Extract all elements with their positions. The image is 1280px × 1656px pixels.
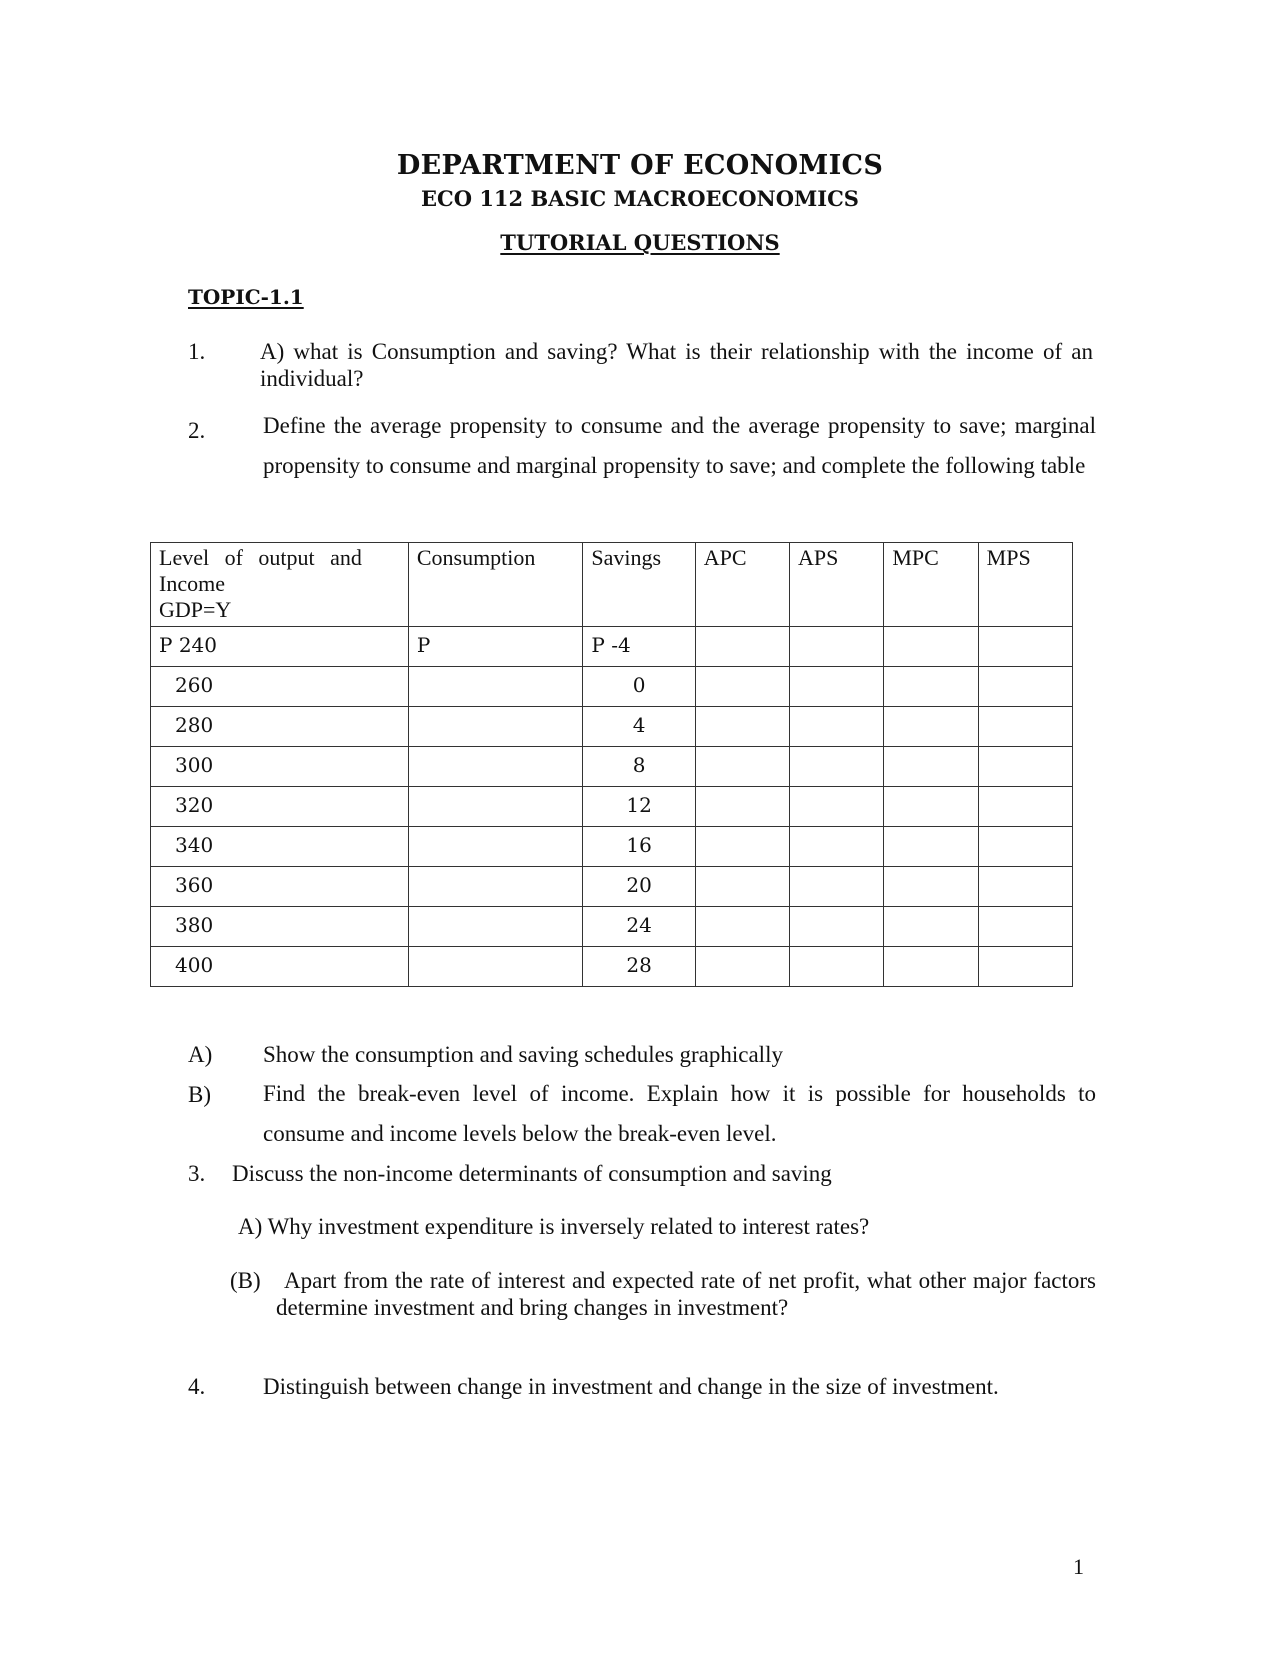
page-number: 1 <box>1073 1554 1084 1579</box>
cell-income: 320 <box>151 787 409 827</box>
cell-aps <box>790 627 884 667</box>
cell-mps <box>978 747 1072 787</box>
header-mpc: MPC <box>884 543 978 627</box>
question-1-number: 1. <box>188 339 206 364</box>
question-4-text: Distinguish between change in investment and change in the size of investment. <box>263 1374 999 1399</box>
cell-consumption <box>408 667 583 707</box>
cell-mps <box>978 827 1072 867</box>
cell-aps <box>790 787 884 827</box>
table-row <box>151 947 1073 987</box>
cell-savings: 28 <box>583 947 695 987</box>
cell-savings: 0 <box>583 667 695 707</box>
cell-apc <box>695 907 789 947</box>
table-row <box>151 827 1073 867</box>
header-income-line1 <box>159 545 400 571</box>
table-header-row <box>151 543 1073 627</box>
cell-consumption <box>408 947 583 987</box>
cell-mpc <box>884 707 978 747</box>
header-aps: APS <box>790 543 884 627</box>
cell-income: 380 <box>151 907 409 947</box>
header-savings: Savings <box>583 543 695 627</box>
cell-savings: 16 <box>583 827 695 867</box>
cell-income: 400 <box>151 947 409 987</box>
topic-heading: TOPIC-1.1 <box>188 285 304 309</box>
cell-apc <box>695 627 789 667</box>
table-row <box>151 787 1073 827</box>
question-4-number: 4. <box>188 1374 206 1399</box>
table-row <box>151 747 1073 787</box>
question-3b-text: Apart from the rate of interest and expected rate of net profit, what other major factors determine investment and bring changes in investment? <box>276 1268 1096 1320</box>
cell-aps <box>790 827 884 867</box>
cell-mpc <box>884 747 978 787</box>
cell-income: 260 <box>151 667 409 707</box>
course-title: ECO 112 BASIC MACROECONOMICS <box>421 186 859 211</box>
cell-savings: 4 <box>583 707 695 747</box>
cell-mps <box>978 627 1072 667</box>
question-2-number: 2. <box>188 418 206 443</box>
cell-consumption <box>408 707 583 747</box>
cell-aps <box>790 707 884 747</box>
header-apc: APC <box>695 543 789 627</box>
question-3b-label: (B) <box>230 1268 261 1293</box>
header-income <box>151 543 409 627</box>
cell-consumption <box>408 747 583 787</box>
header-consumption: Consumption <box>408 543 583 627</box>
cell-savings: 8 <box>583 747 695 787</box>
cell-mps <box>978 947 1072 987</box>
question-3-text: Discuss the non-income determinants of consumption and saving <box>232 1161 832 1186</box>
cell-apc <box>695 827 789 867</box>
question-3-number: 3. <box>188 1161 206 1186</box>
cell-aps <box>790 747 884 787</box>
table-row <box>151 627 1073 667</box>
cell-income: 280 <box>151 707 409 747</box>
table-row <box>151 707 1073 747</box>
cell-apc <box>695 787 789 827</box>
cell-consumption <box>408 867 583 907</box>
cell-mpc <box>884 667 978 707</box>
cell-aps <box>790 667 884 707</box>
cell-aps <box>790 947 884 987</box>
header-income-line1-text: Level of output and <box>159 545 362 570</box>
consumption-savings-table <box>150 542 1073 987</box>
cell-consumption <box>408 907 583 947</box>
cell-mpc <box>884 627 978 667</box>
table-row <box>151 867 1073 907</box>
cell-consumption: P <box>408 627 583 667</box>
cell-mpc <box>884 827 978 867</box>
question-2b-label: B) <box>188 1082 211 1107</box>
cell-savings: 12 <box>583 787 695 827</box>
cell-mps <box>978 907 1072 947</box>
cell-consumption <box>408 827 583 867</box>
cell-savings: 20 <box>583 867 695 907</box>
cell-income: P 240 <box>151 627 409 667</box>
cell-savings: P -4 <box>583 627 695 667</box>
header-income-line3: GDP=Y <box>159 597 232 622</box>
question-1-text: A) what is Consumption and saving? What is their relationship with the income of an individual? <box>260 339 1093 391</box>
cell-mps <box>978 787 1072 827</box>
question-2b-text: Find the break-even level of income. Explain how it is possible for households to consume and income levels below the break-even level. <box>263 1081 1096 1146</box>
cell-income: 300 <box>151 747 409 787</box>
cell-mpc <box>884 867 978 907</box>
cell-apc <box>695 867 789 907</box>
cell-consumption <box>408 787 583 827</box>
department-title: DEPARTMENT OF ECONOMICS <box>396 150 884 181</box>
question-3a-text: A) Why investment expenditure is inversely related to interest rates? <box>238 1214 870 1239</box>
cell-income: 340 <box>151 827 409 867</box>
cell-apc <box>695 667 789 707</box>
cell-mpc <box>884 787 978 827</box>
header-mps: MPS <box>978 543 1072 627</box>
cell-aps <box>790 907 884 947</box>
cell-mps <box>978 867 1072 907</box>
cell-mps <box>978 667 1072 707</box>
cell-mps <box>978 707 1072 747</box>
table-row <box>151 667 1073 707</box>
question-2a-text: Show the consumption and saving schedules graphically <box>263 1042 783 1067</box>
question-2-text: Define the average propensity to consume and the average propensity to save; marginal propensity to consume and marginal propensity to save; and complete the following table <box>263 413 1096 478</box>
cell-aps <box>790 867 884 907</box>
document-subtitle <box>0 230 1280 255</box>
question-2a-label: A) <box>188 1042 213 1067</box>
cell-mpc <box>884 907 978 947</box>
header-income-line2: Income <box>159 571 225 596</box>
cell-savings: 24 <box>583 907 695 947</box>
cell-income: 360 <box>151 867 409 907</box>
subtitle-text: TUTORIAL QUESTIONS <box>500 230 780 255</box>
cell-apc <box>695 947 789 987</box>
cell-mpc <box>884 947 978 987</box>
table-row <box>151 907 1073 947</box>
cell-apc <box>695 707 789 747</box>
cell-apc <box>695 747 789 787</box>
